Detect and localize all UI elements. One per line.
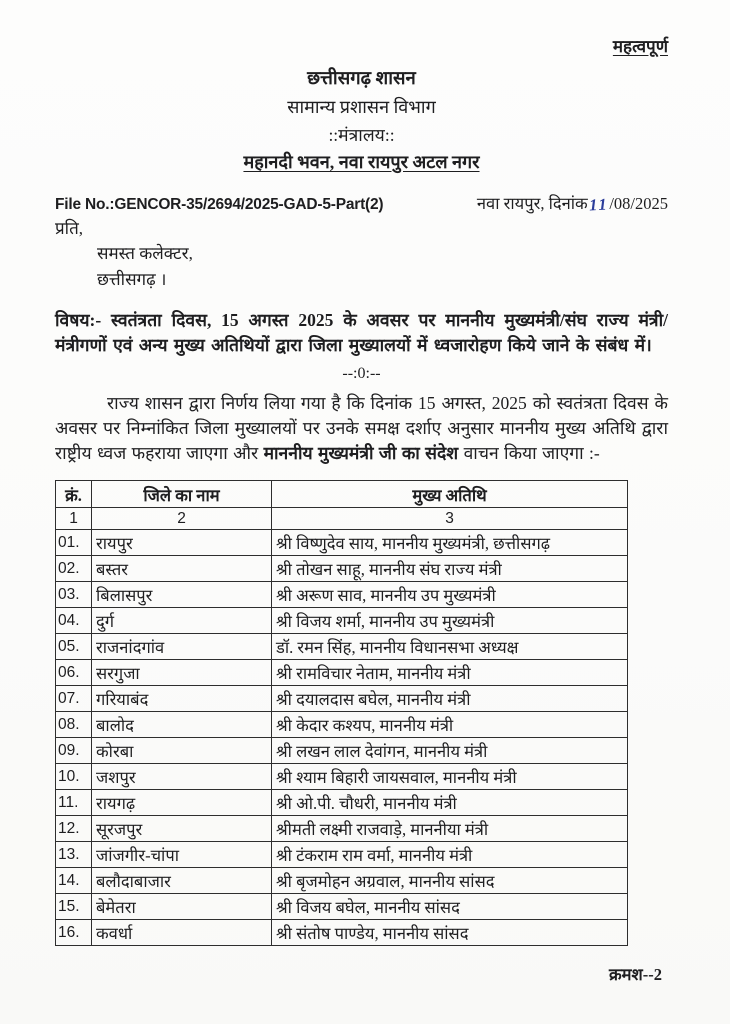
table-row (56, 920, 628, 946)
importance-tag (55, 34, 668, 57)
cell-guest: श्री टंकराम राम वर्मा, माननीय मंत्री (272, 842, 628, 868)
cell-sno: 11. (56, 790, 92, 816)
table-row (56, 712, 628, 738)
cell-district: बिलासपुर (92, 582, 272, 608)
table-row (56, 686, 628, 712)
cell-district: बालोद (92, 712, 272, 738)
importance-label: महत्वपूर्ण (612, 37, 668, 56)
header-sno: क्रं. (56, 481, 92, 508)
cell-district: रायपुर (92, 530, 272, 556)
cell-guest: श्री केदार कश्यप, माननीय मंत्री (272, 712, 628, 738)
subject-paragraph: विषय:- स्वतंत्रता दिवस, 15 अगस्त 2025 के अवसर पर माननीय मुख्यमंत्री/संघ राज्य मंत्री/मंत्रीगणों एवं अन्य मुख्य अतिथियों द्वारा जिला मुख्यालयों में ध्वजारोहण किये जाने के संबंध में। (55, 310, 668, 356)
cell-sno: 08. (56, 712, 92, 738)
body-text-bold: माननीय मुख्यमंत्री जी का संदेश (263, 442, 459, 463)
separator-mark: --:0:-- (342, 364, 381, 382)
cell-sno: 14. (56, 868, 92, 894)
department-title: सामान्य प्रशासन विभाग (287, 96, 436, 117)
cell-district: कवर्धा (92, 920, 272, 946)
cell-sno: 02. (56, 556, 92, 582)
cell-district: रायगढ़ (92, 790, 272, 816)
table-row (56, 582, 628, 608)
table-row (56, 660, 628, 686)
date-suffix: /08/2025 (609, 193, 668, 213)
table-row (56, 764, 628, 790)
column-number-row (56, 508, 628, 530)
cell-district: बलौदाबाजार (92, 868, 272, 894)
cell-district: सरगुजा (92, 660, 272, 686)
cell-district: जांजगीर-चांपा (92, 842, 272, 868)
table-row (56, 738, 628, 764)
cell-guest: श्री ओ.पी. चौधरी, माननीय मंत्री (272, 790, 628, 816)
cell-sno: 04. (56, 608, 92, 634)
cell-guest: डॉ. रमन सिंह, माननीय विधानसभा अध्यक्ष (272, 634, 628, 660)
colnum-1: 1 (56, 508, 92, 530)
cell-sno: 01. (56, 530, 92, 556)
addressee-block (55, 216, 668, 293)
guests-table (55, 480, 628, 946)
cell-guest: श्री संतोष पाण्डेय, माननीय सांसद (272, 920, 628, 946)
place-date (477, 191, 668, 214)
cell-sno: 07. (56, 686, 92, 712)
cell-guest: श्री दयालदास बघेल, माननीय मंत्री (272, 686, 628, 712)
colnum-2: 2 (92, 508, 272, 530)
address-line: महानदी भवन, नवा रायपुर अटल नगर (243, 151, 480, 172)
cell-district: गरियाबंद (92, 686, 272, 712)
place-date-prefix: नवा रायपुर, दिनांक (476, 193, 588, 213)
cell-guest: श्री विजय शर्मा, माननीय उप मुख्यमंत्री (272, 608, 628, 634)
table-row (56, 556, 628, 582)
cell-sno: 06. (56, 660, 92, 686)
cell-guest: श्री श्याम बिहारी जायसवाल, माननीय मंत्री (272, 764, 628, 790)
table-header-row (56, 481, 628, 508)
table-body (56, 530, 628, 946)
cell-sno: 05. (56, 634, 92, 660)
table-row (56, 816, 628, 842)
addressee-line2: छत्तीसगढ़ । (97, 269, 167, 289)
cell-district: कोरबा (92, 738, 272, 764)
cell-sno: 03. (56, 582, 92, 608)
cell-sno: 10. (56, 764, 92, 790)
cell-district: राजनांदगांव (92, 634, 272, 660)
body-paragraph (55, 391, 668, 466)
table-row (56, 634, 628, 660)
cell-sno: 09. (56, 738, 92, 764)
cell-sno: 12. (56, 816, 92, 842)
cell-district: दुर्ग (92, 608, 272, 634)
header-guest: मुख्य अतिथि (272, 481, 628, 508)
colnum-3: 3 (272, 508, 628, 530)
cell-sno: 15. (56, 894, 92, 920)
table-row (56, 790, 628, 816)
cell-district: सूरजपुर (92, 816, 272, 842)
body-text-1: राज्य शासन द्वारा निर्णय लिया गया है कि दिनांक 15 अगस्त, 2025 को स्वतंत्रता दिवस के अवसर पर निम्नांकित जिला मुख्यालयों पर उनके समक्ष दर्शाए अनुसार माननीय मुख्य अतिथि द्वारा राष्ट्रीय ध्वज फहराया जाएगा और (55, 392, 668, 463)
cell-guest: श्री लखन लाल देवांगन, माननीय मंत्री (272, 738, 628, 764)
body-text-2: वाचन किया जाएगा :- (458, 442, 600, 463)
handwritten-date: 11 (588, 194, 609, 215)
cell-district: बस्तर (92, 556, 272, 582)
cell-guest: श्री बृजमोहन अग्रवाल, माननीय सांसद (272, 868, 628, 894)
cell-guest: श्री रामविचार नेताम, माननीय मंत्री (272, 660, 628, 686)
government-title: छत्तीसगढ़ शासन (307, 69, 416, 89)
table-row (56, 608, 628, 634)
table-row (56, 894, 628, 920)
cell-guest: श्री विष्णुदेव साय, माननीय मुख्यमंत्री, छत्तीसगढ़ (272, 530, 628, 556)
addressee-to: प्रति, (55, 218, 84, 238)
cell-sno: 16. (56, 920, 92, 946)
cell-guest: श्री तोखन साहू, माननीय संघ राज्य मंत्री (272, 556, 628, 582)
cell-guest: श्री अरूण साव, माननीय उप मुख्यमंत्री (272, 582, 628, 608)
file-row (55, 191, 668, 214)
table-row (56, 530, 628, 556)
table-row (56, 842, 628, 868)
file-number: File No.:GENCOR-35/2694/2025-GAD-5-Part(2) (55, 195, 384, 213)
cell-sno: 13. (56, 842, 92, 868)
letterhead (55, 65, 668, 177)
header-district: जिले का नाम (92, 481, 272, 508)
cell-district: जशपुर (92, 764, 272, 790)
addressee-line1: समस्त कलेक्टर, (97, 244, 193, 264)
ministry-label: ::मंत्रालय:: (328, 124, 395, 145)
cell-guest: श्री विजय बघेल, माननीय सांसद (272, 894, 628, 920)
table-row (56, 868, 628, 894)
cell-guest: श्रीमती लक्ष्मी राजवाड़े, माननीया मंत्री (272, 816, 628, 842)
continuation-footer: क्रमश--2 (609, 965, 662, 985)
cell-district: बेमेतरा (92, 894, 272, 920)
